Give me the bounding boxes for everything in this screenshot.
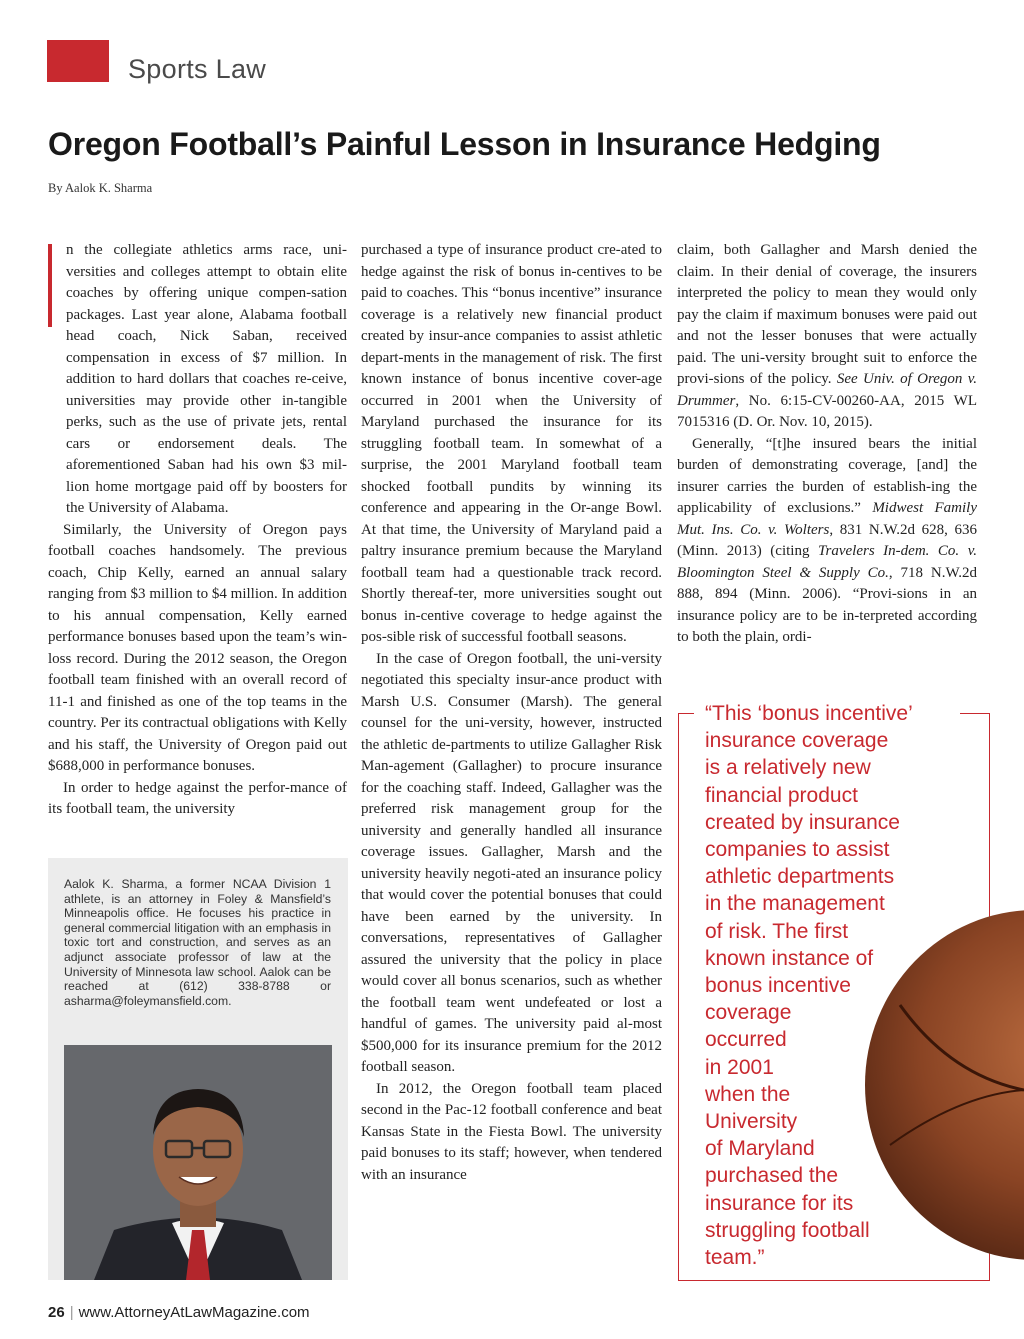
- pull-quote-line: University: [705, 1110, 798, 1134]
- paragraph: In the case of Oregon football, the uni-versity negotiated this specialty insur-ance product with Marsh U.S. Consumer (Marsh). The general counsel for the uni-versity, however, instructed the athletic de-partments to utilize Gallagher Risk Man-agement (Gallagher) to procure insurance for the coaching staff. Indeed, Gallagher was the preferred risk management group for the university and generally handled all insurance coverage issues. Gallagher, Marsh and the university heavily negoti-ated an insurance policy that would cover the potential bonuses that could have been earned by the university. In conversations, representatives of Gallagher assured the university that the policy in place would cover all bonus scenarios, such as whether the football team went undefeated or lost a handful of games. The university paid al-most $500,000 for its insurance premium for the 2012 football season.: [361, 650, 662, 1075]
- pull-quote-line: insurance for its: [705, 1191, 854, 1215]
- pull-quote-line: athletic departments: [705, 865, 895, 889]
- pull-quote-line: in the management: [705, 892, 885, 916]
- pull-quote-line: known instance of: [705, 946, 874, 970]
- footer-separator: |: [69, 1304, 74, 1321]
- pull-quote-line: of Maryland: [705, 1137, 815, 1161]
- author-portrait-image: [64, 1045, 332, 1280]
- pull-quote-line: when the: [705, 1082, 791, 1106]
- pull-quote-line: financial product: [705, 783, 858, 807]
- pull-quote-line: created by insurance: [705, 810, 900, 834]
- paragraph: purchased a type of insurance product cre-ated to hedge against the risk of bonus in-centives to be paid to coaches. This “bonus incentive” insurance coverage is a relatively new financial product created by insur-ance companies to assist athletic depart-ments in the management of risk. The first known instance of bonus incentive cover-age occurred in 2001 when the University of Maryland purchased the insurance for its struggling football team. In somewhat of a surprise, the 2001 Maryland football team shocked football pundits by winning its conference and appearing in the Or-ange Bowl. At that time, the University of Maryland paid a paltry insurance premium because the Maryland football team had a questionable track record. Shortly thereaf-ter, more universities sought out bonus in-centive coverage to hedge against the pos-sible risk of successful football seasons.: [361, 242, 662, 645]
- pull-quote-line: “This ‘bonus incentive’: [705, 702, 913, 725]
- article-column-3: [677, 240, 977, 649]
- section-color-block: [47, 40, 109, 82]
- pull-quote-line: is a relatively new: [705, 756, 871, 780]
- section-label: Sports Law: [128, 54, 267, 84]
- pull-quote-line: bonus incentive: [705, 974, 851, 998]
- paragraph-text: , 718 N.W.2d 888, 894 (Minn. 2006). “Provi-sions in an insurance policy are to be in-terpreted according to both the plain, ordi-: [677, 564, 977, 645]
- author-bio-text: Aalok K. Sharma, a former NCAA Division 1 athlete, is an attorney in Foley & Mansfield’s Minneapolis office. He focuses his practice in general commercial litigation with an emphasis in toxic tort and construction, and serves as an adjunct associate professor of law at the University of Minnesota law school. Aalok can be reached at (612) 338-8788 or asharma@foleymansfield.com.: [64, 877, 331, 1008]
- paragraph: In 2012, the Oregon football team placed second in the Pac-12 football conference and beat Kansas State in the Fiesta Bowl. The university paid bonuses to its staff; however, when tendered with an insurance: [361, 1080, 662, 1183]
- paragraph-text: Generally, “[t]he insured bears the initial burden of demonstrating coverage, [and] the insurer carries the burden of establish-ing the applicability of exclusions.”: [677, 435, 977, 516]
- author-photo: [64, 1045, 332, 1280]
- article-column-1: [48, 240, 347, 821]
- case-citation: Travelers In-dem. Co. v. Bloomington Steel & Supply Co.: [677, 543, 978, 581]
- case-citation: Midwest Family Mut. Ins. Co. v. Wolters: [677, 500, 977, 538]
- page-number: 26: [48, 1304, 65, 1321]
- pull-quote-line: companies to assist: [705, 838, 890, 862]
- pull-quote-line: occurred: [705, 1028, 787, 1052]
- article-headline: Oregon Football’s Painful Lesson in Insurance Hedging: [48, 126, 881, 162]
- article-column-2: [361, 240, 662, 1186]
- paragraph: [677, 240, 977, 434]
- football-image: [860, 905, 1024, 1265]
- pull-quote-line: team.”: [705, 1246, 765, 1270]
- paragraph-text: claim, both Gallagher and Marsh denied the claim. In their denial of coverage, the insurers interpreted the policy to mean they would only pay the claim if maximum bonuses were paid out and not the lesser bonuses that were actually paid. The uni-versity brought suit to enforce the provi-sions of the policy.: [677, 242, 977, 387]
- byline: By Aalok K. Sharma: [48, 181, 153, 195]
- footer-website: www.AttorneyAtLawMagazine.com: [78, 1304, 310, 1321]
- citation-text: , 831 N.W.2d 628, 636 (Minn. 2013) (citing: [677, 521, 977, 559]
- pull-quote-line: purchased the: [705, 1164, 839, 1188]
- citation-text: , No. 6:15-CV-00260-AA, 2015 WL 7015316 (D. Or. Nov. 10, 2015).: [677, 392, 977, 430]
- pull-quote-line: coverage: [705, 1001, 792, 1025]
- paragraph: [677, 434, 977, 649]
- paragraph: n the collegiate athletics arms race, uni-versities and colleges attempt to obtain elite coaches by offering unique compen-sation packages. Last year alone, Alabama football head coach, Nick Saban, received compensation in excess of $7 million. In addition to hard dollars that coaches re-ceive, universities may provide other in-tangible perks, such as the use of private jets, rental cars or endorsement deals. The aforementioned Saban had his own $3 mil-lion home mortgage paid off by boosters for the University of Alabama.: [66, 242, 347, 516]
- pull-quote-line: insurance coverage: [705, 729, 889, 753]
- pull-quote-line: struggling football: [705, 1218, 870, 1242]
- case-citation: See Univ. of Oregon v. Drummer: [677, 371, 978, 409]
- pull-quote-line: in 2001: [705, 1055, 774, 1079]
- paragraph: Similarly, the University of Oregon pays football coaches handsomely. The previous coach, Chip Kelly, earned an annual salary ranging from $3 million to $4 million. In addition to his annual compensation, Kelly earned performance bonuses based upon the team’s win-loss record. During the 2012 season, the Oregon football team finished with an overall record of 11-1 and finished as one of the top teams in the country. Per its contractual obligations with Kelly and his staff, the University of Oregon paid out $688,000 in performance bonuses.: [48, 521, 347, 774]
- paragraph: In order to hedge against the perfor-mance of its football team, the university: [48, 779, 347, 817]
- football-icon: [860, 905, 1024, 1265]
- page-footer: [48, 1304, 310, 1321]
- pull-quote-line: of risk. The first: [705, 919, 849, 943]
